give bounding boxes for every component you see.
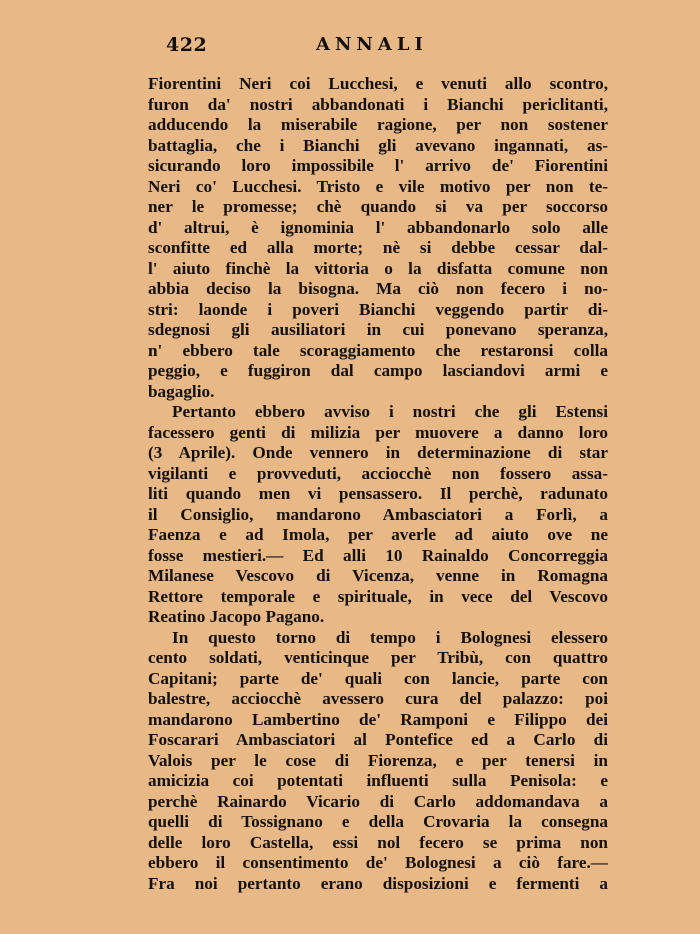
text-line: abbia deciso la bisogna. Ma ciò non fecero i no- bbox=[148, 279, 608, 298]
running-head: ANNALI bbox=[316, 34, 428, 55]
text-line: Neri co' Lucchesi. Tristo e vile motivo per non te- bbox=[148, 176, 608, 196]
text-line: ner le promesse; chè quando si va per soccorso bbox=[148, 197, 608, 216]
text-line: vigilanti e provveduti, acciocchè non fossero assa- bbox=[148, 463, 608, 483]
text-line: mandarono Lambertino de' Ramponi e Filippo dei bbox=[148, 709, 608, 729]
text-line: cento soldati, venticinque per Tribù, con quattro bbox=[148, 648, 608, 667]
text-line: il Consiglio, mandarono Ambasciatori a Forlì, a bbox=[148, 504, 608, 524]
text-line: Reatino Jacopo Pagano. bbox=[148, 607, 325, 626]
text-line: Rettore temporale e spirituale, in vece del Vescovo bbox=[148, 586, 608, 606]
text-line: Milanese Vescovo di Vicenza, venne in Romagna bbox=[148, 566, 608, 585]
text-line: furon da' nostri abbandonati i Bianchi periclitanti, bbox=[148, 94, 608, 114]
text-line: d' altrui, è ignominia l' abbandonarlo solo alle bbox=[148, 217, 608, 237]
text-line: stri: laonde i poveri Bianchi veggendo partir di- bbox=[148, 299, 608, 319]
text-line: balestre, acciocchè avessero cura del palazzo: poi bbox=[148, 689, 608, 708]
text-line: adducendo la miserabile ragione, per non sostener bbox=[148, 115, 608, 134]
body-text bbox=[148, 74, 608, 894]
text-line: perchè Rainardo Vicario di Carlo addomandava a bbox=[148, 791, 608, 811]
text-line: Foscarari Ambasciatori al Pontefice ed a Carlo di bbox=[148, 730, 608, 749]
page-header bbox=[0, 34, 700, 62]
text-line: sicurando loro impossibile l' arrivo de' Fiorentini bbox=[148, 156, 608, 175]
text-line: peggio, e fuggiron dal campo lasciandovi armi e bbox=[148, 361, 608, 380]
text-line: amicizia coi potentati influenti sulla Penisola: e bbox=[148, 771, 608, 790]
text-line: n' ebbero tale scoraggiamento che restaronsi colla bbox=[148, 340, 608, 360]
text-line: sdegnosi gli ausiliatori in cui ponevano speranza, bbox=[148, 320, 608, 339]
text-line: Fra noi pertanto erano disposizioni e fermenti a bbox=[148, 873, 608, 893]
text-line: In questo torno di tempo i Bolognesi elessero bbox=[172, 627, 608, 647]
text-line: quelli di Tossignano e della Crovaria la consegna bbox=[148, 812, 608, 831]
text-line: facessero genti di milizia per muovere a danno loro bbox=[148, 422, 608, 442]
text-line: battaglia, che i Bianchi gli avevano ingannati, as- bbox=[148, 135, 608, 155]
text-line: bagaglio. bbox=[148, 381, 215, 401]
text-line: delle loro Castella, essi nol fecero se prima non bbox=[148, 832, 608, 852]
text-line: Capitani; parte de' quali con lancie, parte con bbox=[148, 668, 608, 688]
text-line: liti quando men vi pensassero. Il perchè, radunato bbox=[148, 484, 608, 503]
text-line: sconfitte ed alla morte; nè si debbe cessar dal- bbox=[148, 238, 608, 257]
page-number: 422 bbox=[166, 34, 208, 56]
text-line: fosse mestieri.— Ed alli 10 Rainaldo Concorreggia bbox=[148, 545, 608, 565]
text-line: ebbero il consentimento de' Bolognesi a ciò fare.— bbox=[148, 853, 608, 872]
text-line: Valois per le cose di Fiorenza, e per tenersi in bbox=[148, 750, 608, 770]
text-line: Pertanto ebbero avviso i nostri che gli Estensi bbox=[172, 402, 608, 421]
text-line: l' aiuto finchè la vittoria o la disfatta comune non bbox=[148, 258, 608, 278]
text-line: (3 Aprile). Onde vennero in determinazione di star bbox=[148, 443, 608, 462]
text-line: Fiorentini Neri coi Lucchesi, e venuti allo scontro, bbox=[148, 74, 608, 93]
text-line: Faenza e ad Imola, per averle ad aiuto ove ne bbox=[148, 525, 608, 544]
